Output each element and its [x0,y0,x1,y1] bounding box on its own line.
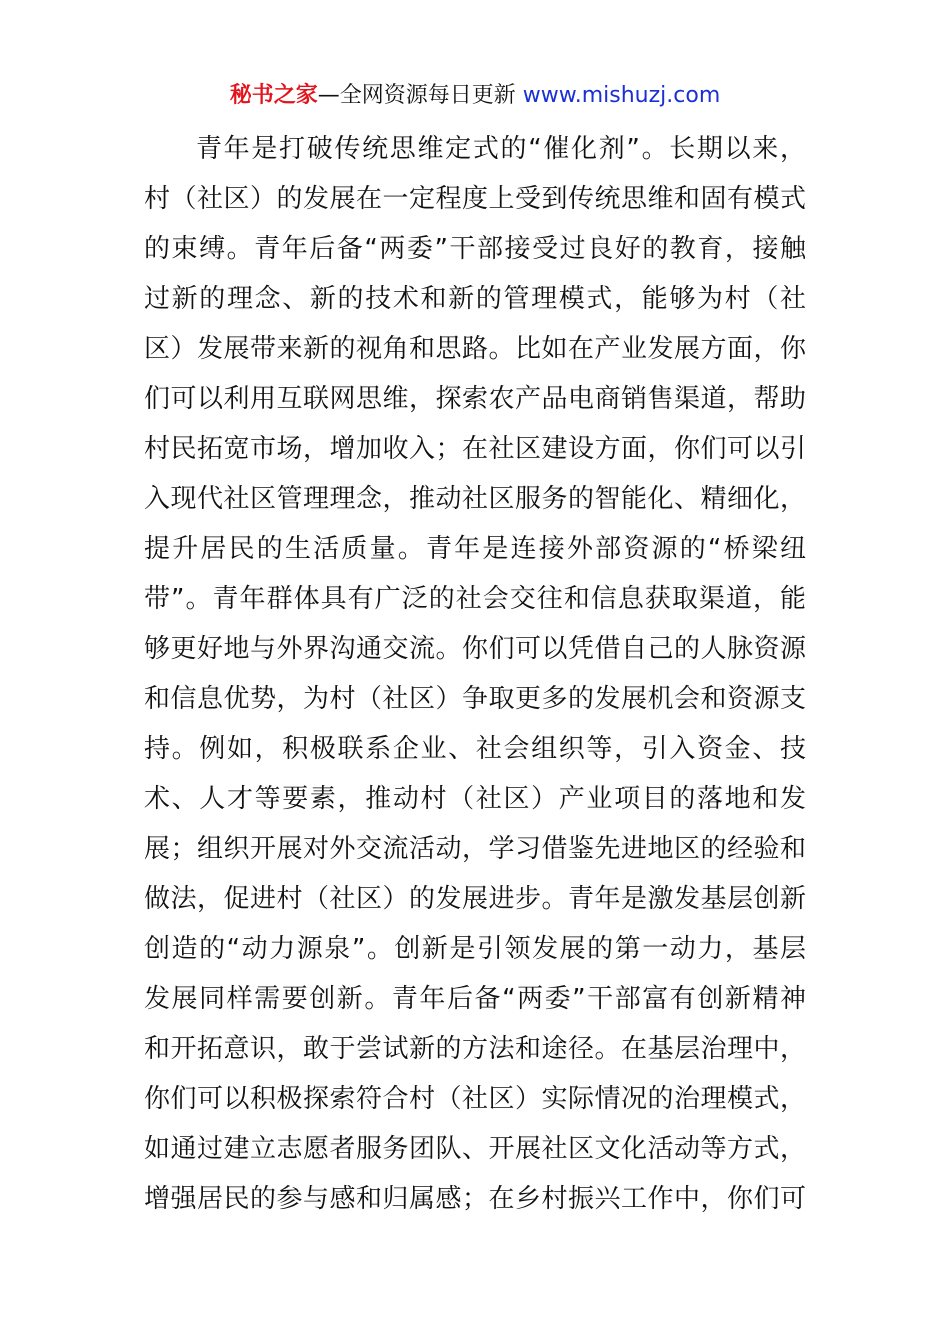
text-line: 展；组织开展对外交流活动，学习借鉴先进地区的经验和 [144,834,806,864]
text-line: 入现代社区管理理念，推动社区服务的智能化、精细化， [144,484,806,514]
text-line: 的束缚。青年后备“两委”干部接受过良好的教育，接触 [144,234,806,264]
text-line: 过新的理念、新的技术和新的管理模式，能够为村（社 [144,284,806,314]
brand-name: 秘书之家 [229,83,318,108]
text-line: 区）发展带来新的视角和思路。比如在产业发展方面，你 [144,334,806,364]
text-line: 和信息优势，为村（社区）争取更多的发展机会和资源支 [144,684,806,714]
text-line: 术、人才等要素，推动村（社区）产业项目的落地和发 [144,784,806,814]
text-line: 够更好地与外界沟通交流。你们可以凭借自己的人脉资源 [144,634,806,664]
text-line: 们可以利用互联网思维，探索农产品电商销售渠道，帮助 [144,384,806,414]
website-link[interactable]: www.mishuzj.com [515,83,721,108]
page-header [0,80,950,112]
text-line: 发展同样需要创新。青年后备“两委”干部富有创新精神 [144,984,806,1014]
text-line: 和开拓意识，敢于尝试新的方法和途径。在基层治理中， [144,1034,806,1064]
text-line: 提升居民的生活质量。青年是连接外部资源的“桥梁纽 [144,534,806,564]
body-paragraph [144,124,806,1224]
text-line: 做法，促进村（社区）的发展进步。青年是激发基层创新 [144,884,806,914]
text-line: 你们可以积极探索符合村（社区）实际情况的治理模式， [144,1084,806,1114]
text-line: 持。例如，积极联系企业、社会组织等，引入资金、技 [144,734,806,764]
text-line: 村（社区）的发展在一定程度上受到传统思维和固有模式 [144,184,806,214]
text-line: 带”。青年群体具有广泛的社会交往和信息获取渠道，能 [144,584,806,614]
text-line: 创造的“动力源泉”。创新是引领发展的第一动力，基层 [144,934,806,964]
text-line: 青年是打破传统思维定式的“催化剂”。长期以来， [196,134,806,164]
header-tagline: —全网资源每日更新 [317,83,516,108]
text-line: 如通过建立志愿者服务团队、开展社区文化活动等方式， [144,1134,806,1164]
text-line: 增强居民的参与感和归属感；在乡村振兴工作中，你们可 [144,1184,806,1214]
text-line: 村民拓宽市场，增加收入；在社区建设方面，你们可以引 [144,434,806,464]
